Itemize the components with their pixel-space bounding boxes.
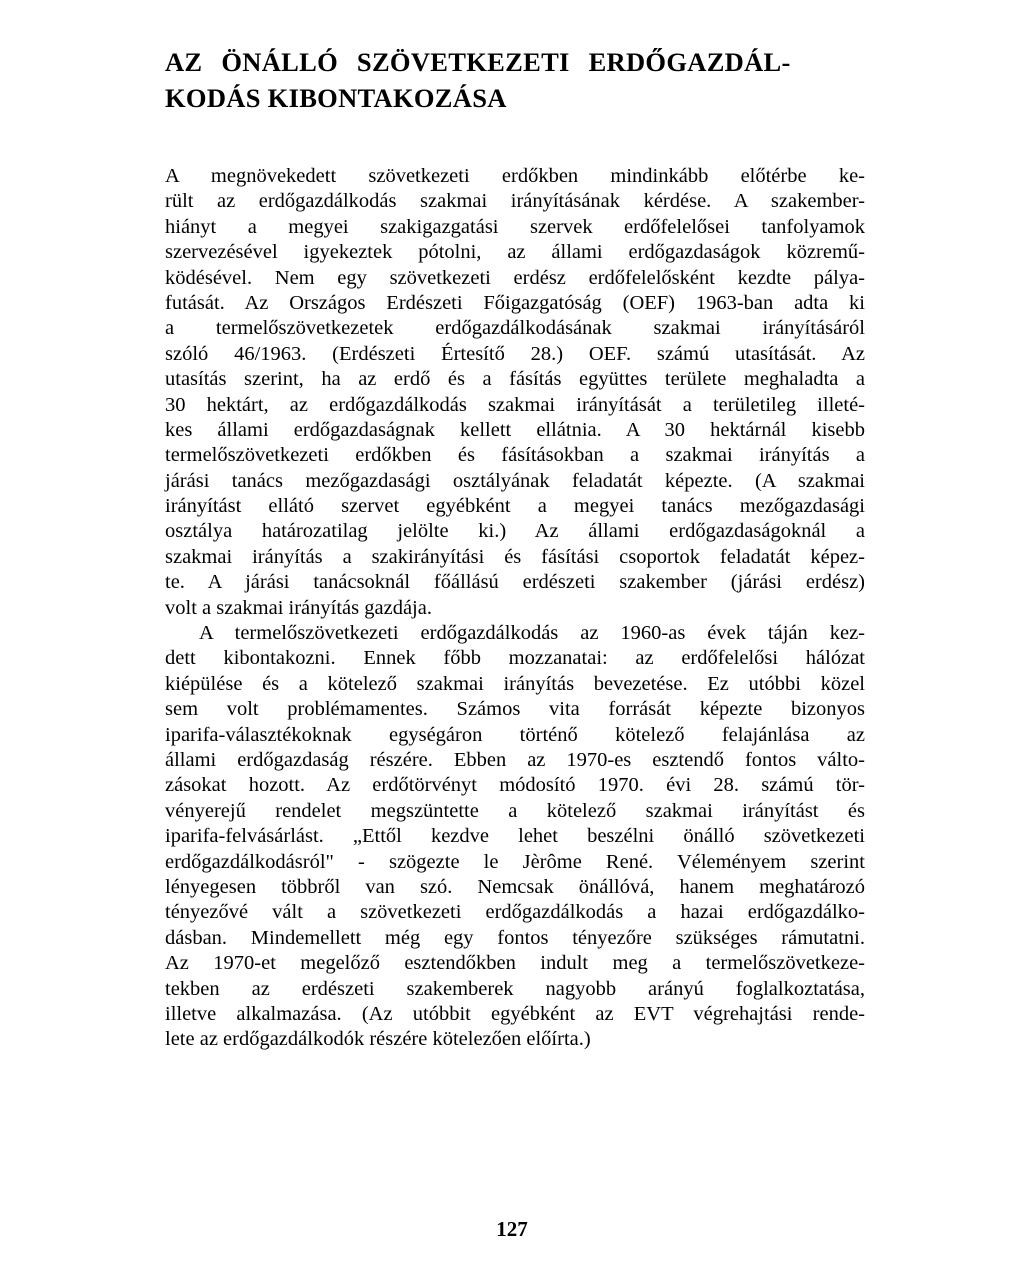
- paragraph-line: állami erdőgazdaság részére. Ebben az 1970-es esztendő fontos válto-: [165, 748, 865, 771]
- paragraph-line: ködésével. Nem egy szövetkezeti erdész erdőfelelősként kezdte pálya-: [165, 266, 865, 289]
- page-number: 127: [496, 1217, 528, 1241]
- paragraph-line: sem volt problémamentes. Számos vita forrását képezte bizonyos: [165, 698, 865, 721]
- paragraph-line: a termelőszövetkezetek erdőgazdálkodásának szakmai irányításáról: [165, 317, 865, 340]
- paragraph-line: iparifa-felvásárlást. „Ettől kezdve lehet beszélni önálló szövetkezeti: [165, 825, 865, 848]
- paragraph-line: volt a szakmai irányítás gazdája.: [165, 596, 432, 619]
- paragraph-line: Az 1970-et megelőző esztendőkben indult meg a termelőszövetkeze-: [165, 952, 865, 975]
- paragraph-line: zásokat hozott. Az erdőtörvényt módosító 1970. évi 28. számú tör-: [165, 774, 865, 797]
- paragraph-line: dett kibontakozni. Ennek főbb mozzanatai: az erdőfelelősi hálózat: [165, 647, 865, 670]
- paragraph-line: tekben az erdészeti szakemberek nagyobb arányú foglalkoztatása,: [165, 977, 865, 1000]
- paragraph-line: A megnövekedett szövetkezeti erdőkben mindinkább előtérbe ke-: [165, 165, 865, 187]
- paragraph-line: lényegesen többről van szó. Nemcsak önállóvá, hanem meghatározó: [165, 875, 865, 898]
- paragraph: [165, 621, 865, 1053]
- chapter-title-line-1: AZ ÖNÁLLÓ SZÖVETKEZETI ERDŐGAZDÁL-: [165, 47, 791, 77]
- paragraph-line: szakmai irányítás a szakirányítási és fásítási csoportok feladatát képez-: [165, 545, 865, 568]
- paragraph-line: illetve alkalmazása. (Az utóbbit egyébként az EVT végrehajtási rende-: [165, 1002, 865, 1025]
- paragraph: [165, 164, 865, 621]
- paragraph-line: osztálya határozatilag jelölte ki.) Az állami erdőgazdaságoknál a: [165, 520, 865, 543]
- paragraph-line: szervezésével igyekeztek pótolni, az állami erdőgazdaságok közremű-: [165, 241, 865, 264]
- paragraph-line: lete az erdőgazdálkodók részére kötelezően előírta.): [165, 1028, 591, 1051]
- paragraph-line: utasítás szerint, ha az erdő és a fásítás együttes területe meghaladta a: [165, 368, 865, 391]
- chapter-title: [165, 44, 865, 116]
- paragraph-line: iparifa-választékoknak egységáron történő kötelező felajánlása az: [165, 723, 865, 746]
- paragraph-line: te. A járási tanácsoknál főállású erdészeti szakember (járási erdész): [165, 571, 865, 594]
- paragraph-line: hiányt a megyei szakigazgatási szervek erdőfelelősei tanfolyamok: [165, 215, 865, 238]
- paragraph-line: rült az erdőgazdálkodás szakmai irányításának kérdése. A szakember-: [165, 190, 865, 213]
- chapter-title-line-2: KODÁS KIBONTAKOZÁSA: [165, 83, 507, 113]
- body-text: [165, 164, 865, 1053]
- paragraph-line: szóló 46/1963. (Erdészeti Értesítő 28.) OEF. számú utasítását. Az: [165, 342, 865, 365]
- paragraph-line: dásban. Mindemellett még egy fontos tényezőre szükséges rámutatni.: [165, 926, 865, 949]
- paragraph-line: vényerejű rendelet megszüntette a kötelező szakmai irányítást és: [165, 799, 865, 822]
- paragraph-line: erdőgazdálkodásról" - szögezte le Jèrôme René. Véleményem szerint: [165, 850, 865, 873]
- paragraph-line: járási tanács mezőgazdasági osztályának feladatát képezte. (A szakmai: [165, 469, 865, 492]
- paragraph-line: termelőszövetkezeti erdőkben és fásításokban a szakmai irányítás a: [165, 444, 865, 467]
- paragraph-line: 30 hektárt, az erdőgazdálkodás szakmai irányítását a területileg illeté-: [165, 393, 865, 416]
- paragraph-line: tényezővé vált a szövetkezeti erdőgazdálkodás a hazai erdőgazdálko-: [165, 901, 865, 924]
- paragraph-line: irányítást ellátó szervet egyébként a megyei tanács mezőgazdasági: [165, 495, 865, 518]
- paragraph-line: kiépülése és a kötelező szakmai irányítás bevezetése. Ez utóbbi közel: [165, 672, 865, 695]
- paragraph-line: kes állami erdőgazdaságnak kellett ellátnia. A 30 hektárnál kisebb: [165, 418, 865, 441]
- paragraph-line: A termelőszövetkezeti erdőgazdálkodás az 1960-as évek táján kez-: [199, 622, 865, 645]
- paragraph-line: futását. Az Országos Erdészeti Főigazgatóság (OEF) 1963-ban adta ki: [165, 291, 865, 314]
